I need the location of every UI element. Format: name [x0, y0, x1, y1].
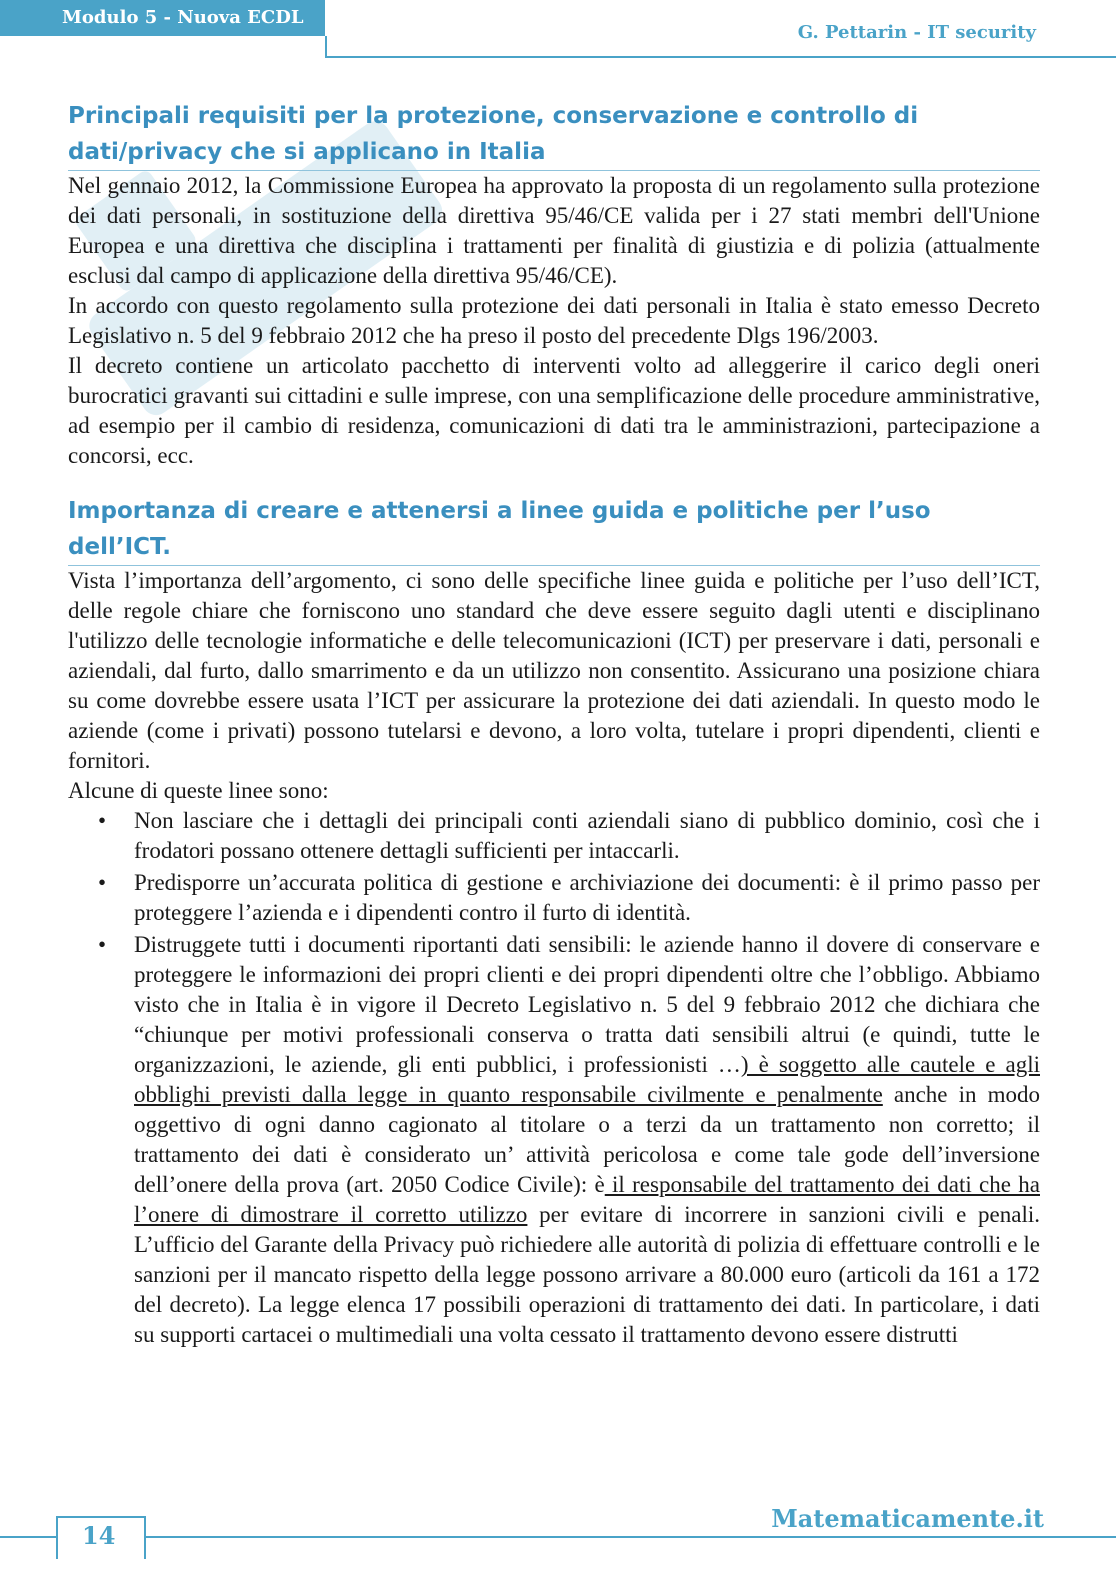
paragraph: Il decreto contiene un articolato pacchetto di interventi volto ad alleggerire il carico degli oneri burocratici gravanti sui cittadini e sulle imprese, con una semplificazione delle procedure amministrative, ad esempio per il cambio di residenza, comunicazioni di dati tra le amministrazioni, partecipazione a concorsi, ecc. [68, 353, 1040, 468]
bullet-icon: • [98, 932, 107, 957]
section-title-privacy-italy: Principali requisiti per la protezione, conservazione e controllo di dati/privacy che si applicano in Italia [68, 98, 1040, 171]
underlined-text: il responsabile del trattamento dei dati che ha l’onere di dimostrare il corretto utilizzo [134, 1172, 1040, 1227]
paragraph: Alcune di queste linee sono: [68, 778, 329, 803]
bullet-icon: • [98, 808, 107, 833]
header-author-title: G. Pettarin - IT security [797, 22, 1036, 43]
footer-divider-left [0, 1536, 58, 1538]
paragraph: Nel gennaio 2012, la Commissione Europea ha approvato la proposta di un regolamento sulla protezione dei dati personali, in sostituzione della direttiva 95/46/CE valida per i 27 stati membri dell'Unione Europea e una direttiva che disciplina i trattamenti per finalità di giustizia e di polizia (attualmente esclusi dal campo di applicazione della direttiva 95/46/CE). [68, 173, 1040, 288]
list-item-text: Non lasciare che i dettagli dei principali conti aziendali siano di pubblico dominio, così che i frodatori possano ottenere dettagli sufficienti per intaccarli. [134, 808, 1040, 863]
list-item-text: Distruggete tutti i documenti riportanti dati sensibili: le aziende hanno il dovere di conservare e proteggere le informazioni dei propri clienti e dei propri dipendenti oltre che l’obbligo. Abbiamo visto che in Italia è in vigore il Decreto Legislativo n. 5 del 9 febbraio 2012 che dichiara che “chiunque per motivi professionali conserva o tratta dati sensibili altrui (e quindi, tutte le organizzazioni, le aziende, gli enti pubblici, i professionisti … [134, 932, 1040, 1077]
page-number: 14 [82, 1521, 116, 1550]
header-divider [325, 56, 1116, 58]
header-divider-vertical [325, 36, 327, 58]
section-title-ict-guidelines: Importanza di creare e attenersi a linee guida e politiche per l’uso dell’ICT. [68, 493, 1040, 566]
list-item-text: Predisporre un’accurata politica di gestione e archiviazione dei documenti: è il primo passo per proteggere l’azienda e i dipendenti contro il furto di identità. [134, 870, 1040, 925]
guidelines-list [68, 806, 1040, 1350]
underlined-text: ) è soggetto alle cautele e agli obblighi previsti dalla legge in quanto responsabile civilmente e penalmente [134, 1052, 1040, 1107]
header-module-label: Modulo 5 - Nuova ECDL [0, 0, 325, 36]
list-item [68, 868, 1040, 928]
paragraph: In accordo con questo regolamento sulla protezione dei dati personali in Italia è stato emesso Decreto Legislativo n. 5 del 9 febbraio 2012 che ha preso il posto del precedente Dlgs 196/2003. [68, 293, 1040, 348]
paragraph: Vista l’importanza dell’argomento, ci sono delle specifiche linee guida e politiche per l’uso dell’ICT, delle regole chiare che forniscono uno standard che deve essere seguito dagli utenti e disciplinano l'utilizzo delle tecnologie informatiche e delle telecomunicazioni (ICT) per preservare i dati, personali e aziendali, dal furto, dallo smarrimento e da un utilizzo non consentito. Assicurano una posizione chiara su come dovrebbe essere usata l’ICT per assicurare la protezione dei dati aziendali. In questo modo le aziende (come i privati) possono tutelarsi e devono, a loro volta, tutelare i propri dipendenti, clienti e fornitori. [68, 568, 1040, 773]
footer-site-name: Matematicamente.it [771, 1504, 1044, 1533]
list-item [68, 930, 1040, 1350]
list-item [68, 806, 1040, 866]
footer-divider [145, 1536, 1116, 1538]
bullet-icon: • [98, 870, 107, 895]
list-item-text: per evitare di incorrere in sanzioni civili e penali. L’ufficio del Garante della Privacy può richiedere alle autorità di polizia di effettuare controlli e le sanzioni per il mancato rispetto della legge possono arrivare a 80.000 euro (articoli da 161 a 172 del decreto). La legge elenca 17 possibili operazioni di trattamento dei dati. In particolare, i dati su supporti cartacei o multimediali una volta cessato il trattamento devono essere distrutti [134, 1202, 1040, 1347]
page-content [68, 98, 1040, 1352]
list-item-text: anche in modo oggettivo di ogni danno cagionato al titolare o a terzi da un trattamento non corretto; il trattamento dei dati è considerato un’ attività pericolosa e come tale gode dell’inversione dell’onere della prova (art. 2050 Codice Civile): è [134, 1082, 1040, 1197]
